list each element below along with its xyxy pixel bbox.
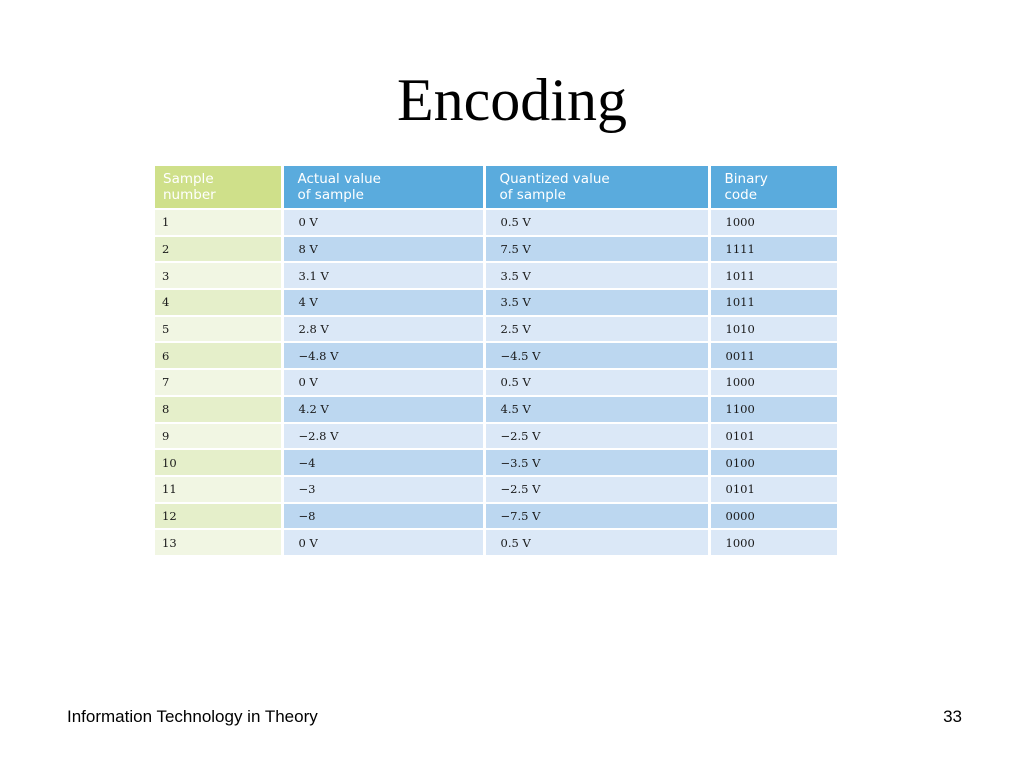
table-row bbox=[155, 262, 837, 289]
table-header-row bbox=[155, 166, 837, 209]
cell-binary-code: 1011 bbox=[709, 262, 837, 289]
cell-actual-value: 0 V bbox=[282, 529, 484, 556]
cell-quantized-value: 2.5 V bbox=[484, 316, 709, 343]
cell-sample-number: 9 bbox=[155, 423, 282, 450]
cell-actual-value: 0 V bbox=[282, 369, 484, 396]
table-body bbox=[155, 209, 837, 556]
cell-quantized-value: 0.5 V bbox=[484, 529, 709, 556]
cell-binary-code: 1000 bbox=[709, 529, 837, 556]
cell-sample-number: 7 bbox=[155, 369, 282, 396]
cell-sample-number: 5 bbox=[155, 316, 282, 343]
table-row bbox=[155, 529, 837, 556]
table-row bbox=[155, 369, 837, 396]
cell-actual-value: 3.1 V bbox=[282, 262, 484, 289]
cell-quantized-value: −4.5 V bbox=[484, 342, 709, 369]
cell-actual-value: −4.8 V bbox=[282, 342, 484, 369]
cell-actual-value: 2.8 V bbox=[282, 316, 484, 343]
cell-quantized-value: −2.5 V bbox=[484, 423, 709, 450]
cell-quantized-value: 0.5 V bbox=[484, 369, 709, 396]
cell-sample-number: 3 bbox=[155, 262, 282, 289]
cell-quantized-value: 0.5 V bbox=[484, 209, 709, 236]
cell-actual-value: −8 bbox=[282, 503, 484, 530]
cell-sample-number: 1 bbox=[155, 209, 282, 236]
cell-binary-code: 0101 bbox=[709, 423, 837, 450]
cell-quantized-value: 7.5 V bbox=[484, 236, 709, 263]
cell-quantized-value: −2.5 V bbox=[484, 476, 709, 503]
cell-quantized-value: 3.5 V bbox=[484, 262, 709, 289]
cell-actual-value: 8 V bbox=[282, 236, 484, 263]
cell-quantized-value: −7.5 V bbox=[484, 503, 709, 530]
cell-binary-code: 1000 bbox=[709, 369, 837, 396]
table-row bbox=[155, 316, 837, 343]
slide-title: Encoding bbox=[397, 67, 627, 133]
table-row bbox=[155, 423, 837, 450]
header-quantized-value: Quantized value of sample bbox=[484, 166, 709, 209]
footer-text: Information Technology in Theory bbox=[67, 707, 318, 726]
cell-binary-code: 0100 bbox=[709, 449, 837, 476]
cell-actual-value: −4 bbox=[282, 449, 484, 476]
page-number: 33 bbox=[943, 707, 962, 726]
encoding-table bbox=[155, 166, 837, 557]
cell-sample-number: 2 bbox=[155, 236, 282, 263]
cell-sample-number: 12 bbox=[155, 503, 282, 530]
table-row bbox=[155, 396, 837, 423]
table-row bbox=[155, 236, 837, 263]
header-binary-code: Binary code bbox=[709, 166, 837, 209]
cell-binary-code: 0101 bbox=[709, 476, 837, 503]
cell-binary-code: 1111 bbox=[709, 236, 837, 263]
cell-sample-number: 13 bbox=[155, 529, 282, 556]
header-sample-number: Sample number bbox=[155, 166, 282, 209]
cell-sample-number: 11 bbox=[155, 476, 282, 503]
cell-binary-code: 1100 bbox=[709, 396, 837, 423]
cell-quantized-value: −3.5 V bbox=[484, 449, 709, 476]
cell-sample-number: 8 bbox=[155, 396, 282, 423]
table-row bbox=[155, 476, 837, 503]
cell-binary-code: 0000 bbox=[709, 503, 837, 530]
cell-quantized-value: 3.5 V bbox=[484, 289, 709, 316]
cell-binary-code: 1000 bbox=[709, 209, 837, 236]
cell-actual-value: −3 bbox=[282, 476, 484, 503]
header-actual-value: Actual value of sample bbox=[282, 166, 484, 209]
table-row bbox=[155, 289, 837, 316]
cell-binary-code: 1011 bbox=[709, 289, 837, 316]
cell-binary-code: 0011 bbox=[709, 342, 837, 369]
cell-actual-value: 0 V bbox=[282, 209, 484, 236]
cell-sample-number: 10 bbox=[155, 449, 282, 476]
cell-actual-value: 4 V bbox=[282, 289, 484, 316]
cell-actual-value: −2.8 V bbox=[282, 423, 484, 450]
cell-binary-code: 1010 bbox=[709, 316, 837, 343]
cell-actual-value: 4.2 V bbox=[282, 396, 484, 423]
cell-sample-number: 6 bbox=[155, 342, 282, 369]
table-row bbox=[155, 209, 837, 236]
cell-quantized-value: 4.5 V bbox=[484, 396, 709, 423]
table-row bbox=[155, 449, 837, 476]
table-row bbox=[155, 503, 837, 530]
table-row bbox=[155, 342, 837, 369]
cell-sample-number: 4 bbox=[155, 289, 282, 316]
